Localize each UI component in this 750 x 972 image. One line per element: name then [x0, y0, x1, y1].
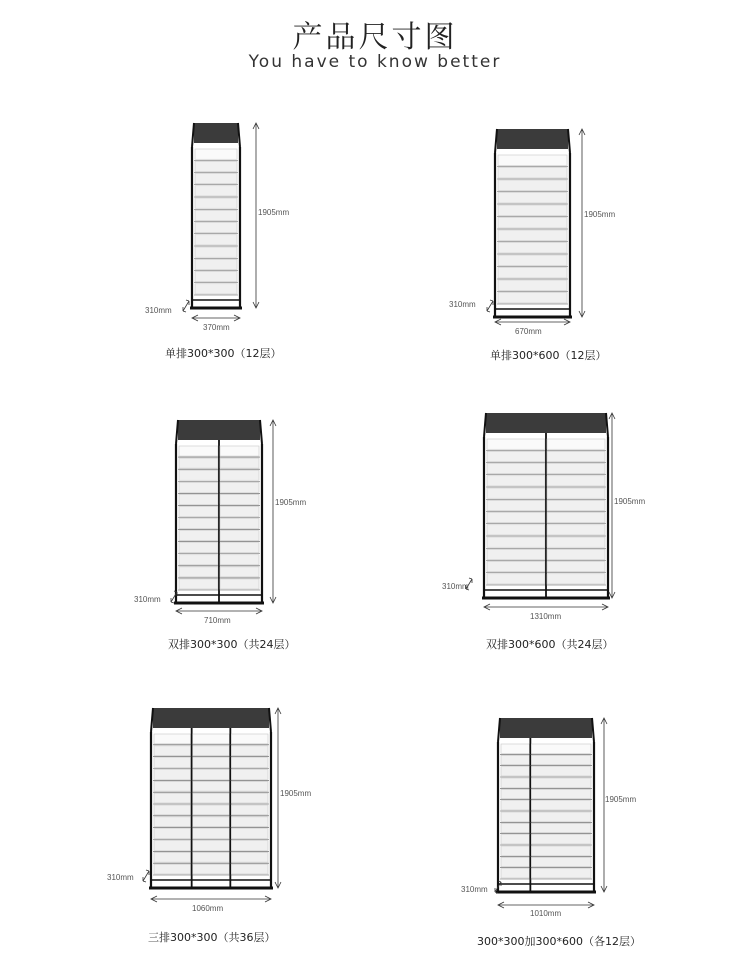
width-dimension-label: 670mm	[515, 327, 542, 336]
tile-sample-panel	[195, 259, 237, 269]
tile-sample-panel	[498, 168, 567, 179]
rack-drawing	[445, 115, 645, 330]
height-dimension-label: 1905mm	[614, 497, 646, 506]
tile-sample-panel	[179, 470, 218, 480]
tile-sample-panel	[501, 755, 529, 764]
height-dimension-label: 1905mm	[584, 210, 616, 219]
tile-sample-panel	[220, 567, 259, 577]
rack-frame-left-top	[151, 708, 153, 732]
tile-sample-panel	[531, 801, 591, 810]
tile-sample-panel	[231, 805, 268, 815]
rack-header-board	[194, 123, 238, 143]
height-dimension-label: 1905mm	[280, 789, 312, 798]
tile-sample-panel	[547, 476, 605, 486]
tile-sample-panel	[179, 555, 218, 565]
depth-dimension-line	[143, 871, 149, 881]
tile-sample-panel	[179, 579, 218, 589]
tile-sample-panel	[547, 439, 605, 449]
tile-sample-panel	[231, 793, 268, 803]
tile-sample-panel	[154, 793, 191, 803]
tile-sample-panel	[231, 852, 268, 862]
rack-drawing	[140, 115, 340, 325]
rack-frame-left-top	[176, 420, 178, 444]
tile-sample-panel	[498, 193, 567, 204]
tile-sample-panel	[220, 446, 259, 456]
width-dimension-label: 1010mm	[530, 909, 562, 918]
tile-sample-panel	[498, 180, 567, 191]
rack-drawing	[130, 412, 330, 622]
rack-frame-left-top	[498, 718, 500, 742]
tile-sample-panel	[498, 280, 567, 291]
tile-sample-panel	[195, 284, 237, 294]
tile-sample-panel	[498, 255, 567, 266]
tile-sample-panel	[154, 864, 191, 874]
tile-sample-panel	[193, 781, 230, 791]
tile-sample-panel	[501, 778, 529, 787]
tile-sample-panel	[154, 770, 191, 780]
rack-frame-left-top	[495, 129, 497, 153]
tile-sample-panel	[193, 841, 230, 851]
tile-sample-panel	[487, 500, 545, 510]
tile-sample-panel	[231, 770, 268, 780]
depth-dimension-label: 310mm	[449, 300, 476, 309]
rack-frame-right-top	[260, 420, 262, 444]
rack-frame-right-top	[269, 708, 271, 732]
tile-sample-panel	[531, 857, 591, 866]
tile-sample-panel	[487, 464, 545, 474]
tile-sample-panel	[193, 770, 230, 780]
tile-sample-panel	[231, 758, 268, 768]
tile-sample-panel	[531, 823, 591, 832]
tile-sample-panel	[193, 793, 230, 803]
rack-header-board	[500, 718, 592, 738]
rack-frame-right-top	[606, 413, 608, 437]
depth-dimension-label: 310mm	[107, 873, 134, 882]
tile-sample-panel	[498, 218, 567, 229]
tile-sample-panel	[531, 846, 591, 855]
tile-sample-panel	[154, 758, 191, 768]
product-double-300x300	[130, 412, 470, 702]
tile-sample-panel	[154, 817, 191, 827]
rack-header-board	[486, 413, 606, 433]
tile-sample-panel	[179, 543, 218, 553]
page-title: 产品尺寸图	[292, 20, 458, 55]
tile-sample-panel	[547, 574, 605, 584]
tile-sample-panel	[547, 562, 605, 572]
depth-dimension-label: 310mm	[134, 595, 161, 604]
depth-dimension-line	[487, 301, 493, 311]
tile-sample-panel	[154, 841, 191, 851]
tile-sample-panel	[193, 758, 230, 768]
tile-sample-panel	[231, 746, 268, 756]
tile-sample-panel	[154, 746, 191, 756]
tile-sample-panel	[195, 210, 237, 220]
tile-sample-panel	[220, 470, 259, 480]
product-caption: 单排300*300（12层）	[165, 347, 282, 360]
tile-sample-panel	[179, 519, 218, 529]
tile-sample-panel	[487, 513, 545, 523]
tile-sample-panel	[231, 864, 268, 874]
tile-sample-panel	[195, 186, 237, 196]
height-dimension-label: 1905mm	[605, 795, 637, 804]
tile-sample-panel	[487, 439, 545, 449]
product-double-300x600	[440, 405, 750, 695]
tile-sample-panel	[220, 482, 259, 492]
tile-sample-panel	[547, 525, 605, 535]
tile-sample-panel	[220, 579, 259, 589]
tile-sample-panel	[193, 864, 230, 874]
tile-sample-panel	[501, 846, 529, 855]
tile-sample-panel	[531, 767, 591, 776]
tile-sample-panel	[220, 555, 259, 565]
product-single-300x600	[445, 115, 750, 405]
tile-sample-panel	[487, 488, 545, 498]
tile-sample-panel	[501, 789, 529, 798]
tile-sample-panel	[231, 817, 268, 827]
product-caption: 双排300*300（共24层）	[168, 638, 296, 651]
product-single-300x300	[140, 115, 480, 405]
tile-sample-panel	[231, 841, 268, 851]
tile-sample-panel	[154, 734, 191, 744]
product-caption: 300*300加300*600（各12层）	[477, 935, 641, 948]
tile-sample-panel	[501, 823, 529, 832]
tile-sample-panel	[547, 464, 605, 474]
tile-sample-panel	[195, 223, 237, 233]
tile-sample-panel	[179, 531, 218, 541]
tile-sample-panel	[501, 801, 529, 810]
tile-sample-panel	[195, 174, 237, 184]
tile-sample-panel	[193, 734, 230, 744]
tile-sample-panel	[498, 243, 567, 254]
rack-frame-left-top	[484, 413, 486, 437]
height-dimension-label: 1905mm	[258, 208, 290, 217]
tile-sample-panel	[193, 805, 230, 815]
tile-sample-panel	[195, 198, 237, 208]
tile-sample-panel	[547, 549, 605, 559]
tile-sample-panel	[179, 567, 218, 577]
product-caption: 三排300*300（共36层）	[148, 931, 276, 944]
tile-sample-panel	[498, 155, 567, 166]
tile-sample-panel	[220, 494, 259, 504]
width-dimension-label: 710mm	[204, 616, 231, 625]
tile-sample-panel	[193, 746, 230, 756]
tile-sample-panel	[195, 272, 237, 282]
tile-sample-panel	[547, 500, 605, 510]
rack-drawing	[440, 405, 660, 625]
depth-dimension-line	[183, 301, 189, 311]
rack-header-board	[153, 708, 269, 728]
depth-dimension-label: 310mm	[461, 885, 488, 894]
tile-sample-panel	[231, 734, 268, 744]
product-triple-300x300	[105, 700, 445, 972]
tile-sample-panel	[498, 205, 567, 216]
tile-sample-panel	[179, 458, 218, 468]
tile-sample-panel	[154, 829, 191, 839]
page-subtitle: You have to know better	[248, 52, 502, 72]
tile-sample-panel	[531, 789, 591, 798]
tile-sample-panel	[179, 494, 218, 504]
tile-sample-panel	[195, 247, 237, 257]
tile-sample-panel	[487, 574, 545, 584]
tile-sample-panel	[531, 812, 591, 821]
depth-dimension-label: 310mm	[145, 306, 172, 315]
tile-sample-panel	[220, 543, 259, 553]
tile-sample-panel	[179, 446, 218, 456]
tile-sample-panel	[231, 781, 268, 791]
tile-sample-panel	[154, 781, 191, 791]
rack-header-board	[178, 420, 260, 440]
tile-sample-panel	[193, 829, 230, 839]
width-dimension-label: 370mm	[203, 323, 230, 332]
tile-sample-panel	[154, 805, 191, 815]
product-combo-300x300-300x600	[455, 710, 750, 972]
tile-sample-panel	[531, 869, 591, 878]
width-dimension-label: 1310mm	[530, 612, 562, 621]
rack-header-board	[497, 129, 568, 149]
tile-sample-panel	[498, 293, 567, 304]
tile-sample-panel	[531, 778, 591, 787]
tile-sample-panel	[531, 755, 591, 764]
depth-dimension-label: 310mm	[442, 582, 469, 591]
tile-sample-panel	[487, 562, 545, 572]
tile-sample-panel	[220, 519, 259, 529]
tile-sample-panel	[498, 230, 567, 241]
tile-sample-panel	[501, 767, 529, 776]
tile-sample-panel	[498, 268, 567, 279]
tile-sample-panel	[193, 817, 230, 827]
rack-drawing	[105, 700, 325, 920]
tile-sample-panel	[501, 744, 529, 753]
tile-sample-panel	[487, 476, 545, 486]
tile-sample-panel	[501, 869, 529, 878]
tile-sample-panel	[154, 852, 191, 862]
tile-sample-panel	[547, 451, 605, 461]
product-caption: 双排300*600（共24层）	[486, 638, 614, 651]
tile-sample-panel	[547, 513, 605, 523]
tile-sample-panel	[193, 852, 230, 862]
tile-sample-panel	[487, 525, 545, 535]
tile-sample-panel	[547, 537, 605, 547]
rack-frame-left-top	[192, 123, 194, 147]
tile-sample-panel	[487, 549, 545, 559]
tile-sample-panel	[179, 506, 218, 516]
tile-sample-panel	[501, 812, 529, 821]
tile-sample-panel	[531, 835, 591, 844]
rack-frame-right-top	[568, 129, 570, 153]
tile-sample-panel	[501, 835, 529, 844]
product-caption: 单排300*600（12层）	[490, 349, 607, 362]
tile-sample-panel	[195, 235, 237, 245]
tile-sample-panel	[220, 531, 259, 541]
tile-sample-panel	[179, 482, 218, 492]
tile-sample-panel	[501, 857, 529, 866]
tile-sample-panel	[195, 149, 237, 159]
rack-frame-right-top	[238, 123, 240, 147]
rack-frame-right-top	[592, 718, 594, 742]
tile-sample-panel	[487, 537, 545, 547]
width-dimension-label: 1060mm	[192, 904, 224, 913]
height-dimension-label: 1905mm	[275, 498, 307, 507]
tile-sample-panel	[531, 744, 591, 753]
tile-sample-panel	[547, 488, 605, 498]
tile-sample-panel	[220, 506, 259, 516]
tile-sample-panel	[231, 829, 268, 839]
tile-sample-panel	[487, 451, 545, 461]
tile-sample-panel	[220, 458, 259, 468]
tile-sample-panel	[195, 161, 237, 171]
